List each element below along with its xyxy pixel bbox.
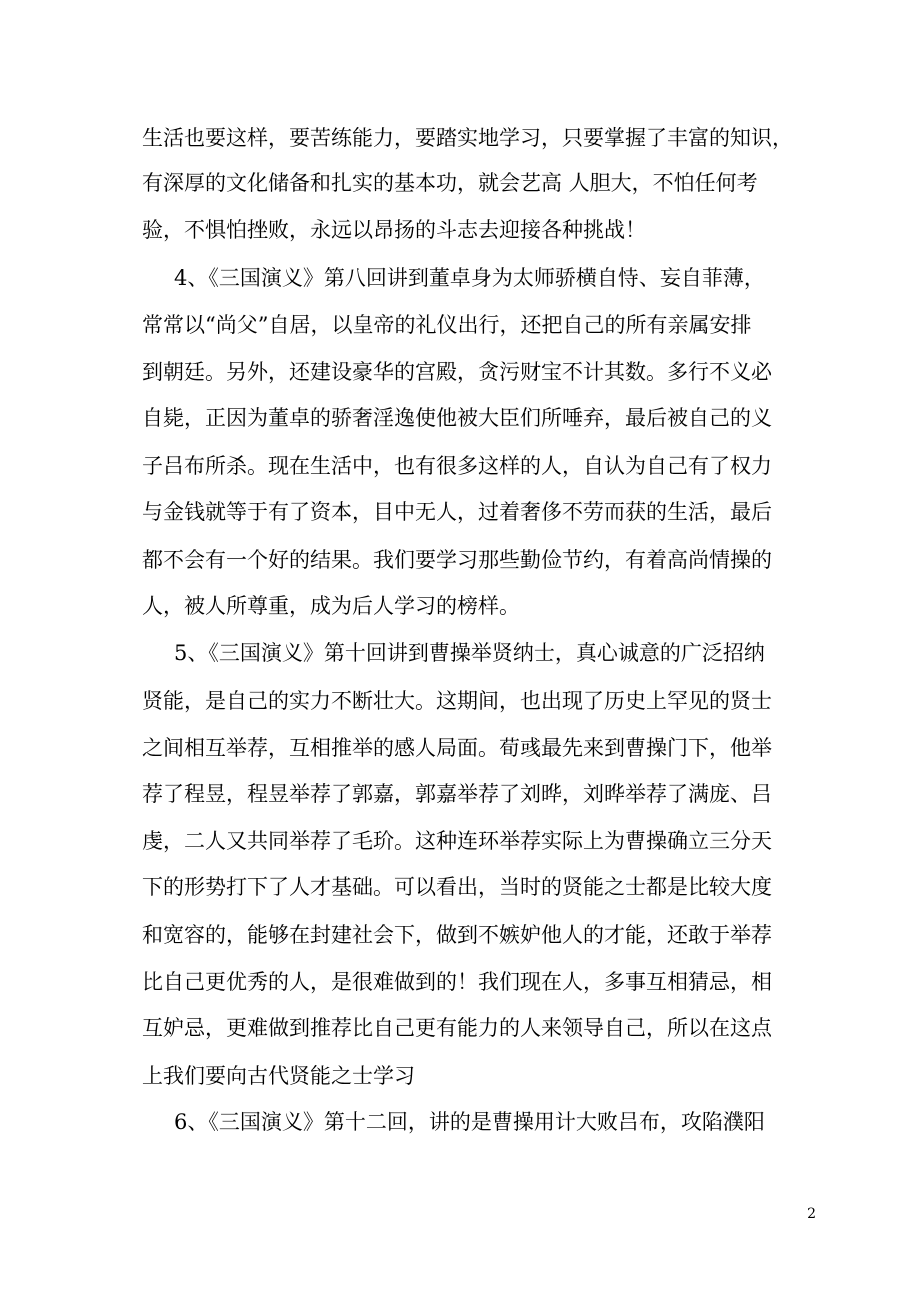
text-line-content: 与金钱就等于有了资本，目中无人，过着奢侈不劳而获的生活，最后 [142,500,772,524]
text-line [0,1056,920,1096]
text-line-content: 下的形势打下了人才基础。可以看出，当时的贤能之士都是比较大度 [142,875,772,899]
text-line [0,681,920,721]
text-line [0,821,920,861]
text-line [0,305,920,345]
text-line [0,352,920,392]
text-line [0,118,920,158]
text-line-content: 都不会有一个好的结果。我们要学习那些勤俭节约，有着高尚情操的 [142,548,772,572]
text-line-content: 人，被人所尊重，成为后人学习的榜样。 [142,594,520,618]
text-line-content: 生活也要这样，要苦练能力，要踏实地学习，只要掌握了丰富的知识， [142,126,793,150]
text-line [0,728,920,768]
text-line-content: 有深厚的文化储备和扎实的基本功，就会艺高 人胆大，不怕任何考 [142,171,758,195]
text-line [0,586,920,626]
text-line [0,633,920,673]
text-line-content: 验，不惧怕挫败，永远以昂扬的斗志去迎接各种挑战！ [142,218,646,242]
text-line-content: 虔，二人又共同举荐了毛玠。这种连环举荐实际上为曹操确立三分天 [142,829,772,853]
text-line-content: 互妒忌，更难做到推荐比自己更有能力的人来领导自己，所以在这点 [142,1016,772,1040]
text-line [0,774,920,814]
text-line [0,1008,920,1048]
text-line-content: 和宽容的，能够在封建社会下，做到不嫉妒他人的才能，还敢于举荐 [142,923,772,947]
text-line [0,540,920,580]
text-line-content: 荐了程昱，程昱举荐了郭嘉，郭嘉举荐了刘晔，刘晔举荐了满庞、吕 [142,782,772,806]
text-line-content: 4、《三国演义》第八回讲到董卓身为太师骄横自恃、妄自菲薄， [174,266,765,290]
text-line [0,258,920,298]
text-line [0,210,920,250]
text-line-content: 贤能，是自己的实力不断壮大。这期间，也出现了历史上罕见的贤士 [142,689,772,713]
text-line-content: 自毙，正因为董卓的骄奢淫逸使他被大臣们所唾弃，最后被自己的义 [142,406,772,430]
text-line-content: 比自己更优秀的人，是很难做到的！我们现在人，多事互相猜忌，相 [142,970,772,994]
text-line [0,492,920,532]
text-line-content: 6、《三国演义》第十二回，讲的是曹操用计大败吕布，攻陷濮阳 [174,1110,765,1134]
text-line [0,1102,920,1142]
text-line [0,867,920,907]
page-number: 2 [807,1206,816,1222]
text-line [0,962,920,1002]
text-line-content: 5、《三国演义》第十回讲到曹操举贤纳士，真心诚意的广泛招纳 [174,641,765,665]
text-line-content: 常常以“尚父”自居，以皇帝的礼仪出行，还把自己的所有亲属安排 [142,313,752,337]
text-line [0,398,920,438]
text-line-content: 上我们要向古代贤能之士学习 [142,1064,415,1088]
text-line [0,915,920,955]
text-line-content: 子吕布所杀。现在生活中，也有很多这样的人，自认为自己有了权力 [142,454,772,478]
text-line [0,163,920,203]
text-line [0,446,920,486]
text-line-content: 到朝廷。另外，还建设豪华的宫殿，贪污财宝不计其数。多行不义必 [142,360,772,384]
text-line-content: 之间相互举荐，互相推举的感人局面。荀彧最先来到曹操门下，他举 [142,736,772,760]
